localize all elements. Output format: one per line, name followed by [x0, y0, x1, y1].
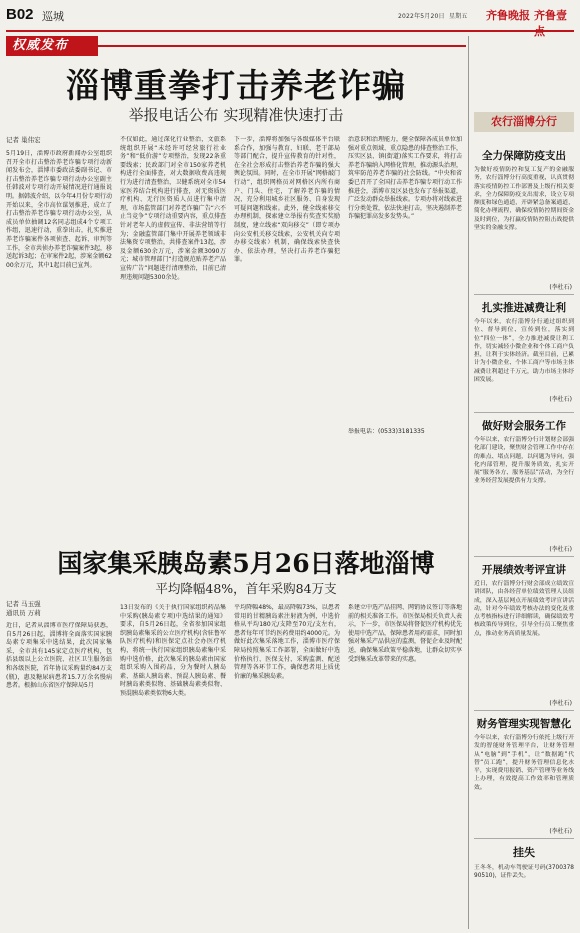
sidebar-divider — [474, 556, 574, 557]
article2-byline-correspondent: 通讯员 万莉 — [6, 609, 41, 617]
sidebar-item-author: (李杜石) — [549, 700, 572, 707]
lost-notice-title: 挂失 — [513, 846, 535, 859]
sidebar-item-text: 今年以来，农行淄博分行通过组织到位、督导到位、宣传到位，落实到位“四位一体”，全力推进减费让利工作，切实减轻小微企业和个体工商户负担，让利于实体经济。截至目前，已累计为小微企业、个体工商户等市场主体减费让利超过千万元，助力市场主体纾困发展。 — [474, 319, 574, 384]
article2-byline-reporter: 记者 马玉强 — [6, 600, 41, 608]
sidebar — [474, 36, 574, 929]
article2-col3: 平均降幅48%，最高降幅73%，以患者常用的甘精胰岛素注射液为例，中选价格从平均180元/支降至70元/支左右，患者每年可节约医药费用约4000元。为做好此次集采落地工作，淄博市医疗保障局按照集采工作部署，全面做好中选价格执行、医保支付、采购监测、配送管理等各环节工作，确保患者用上质优价廉的集采胰岛素。 — [234, 604, 340, 680]
article2-col2: 13日发布的《关于执行国家组织药品集中采购(胰岛素专项)中选结果的通知》要求，自5月26日起，全省参加国家组织胰岛素集采的公立医疗机构(含驻鲁军队医疗机构)和医保定点社会办医疗机构，将统一执行国家组织胰岛素集中采购中选价格，此次集采的胰岛素由国家组织采购入围药品，分为餐时人胰岛素、基础人胰岛素、预混人胰岛素、餐时胰岛素类似物、基础胰岛素类似物、预混胰岛素类似物6大类。 — [120, 604, 226, 697]
sidebar-item-title: 财务管理实现智慧化 — [476, 718, 572, 730]
sidebar-item-text: 近日，农行淄博分行财会部成立绩效宣讲团队，由各经营单位绩效管理人员组成，深入基层网点开展绩效考评宣讲活动，针对今年绩效考核办法的变化及重点考核指标进行详细解读，确保绩效考核政策传导到位，引导全行员工聚焦重点，推动业务高质量发展。 — [474, 581, 574, 637]
page-header — [6, 4, 574, 32]
article1-title: 淄博重拳打击养老诈骗 — [66, 66, 406, 105]
article1-col1: 5月19日，淄博市政府新闻办公室组织召开全市打击整治养老诈骗专项行动新闻发布会，淄博市委政法委副书记、市打击整治养老诈骗专项行动办公室副主任韩波对专项行动开展情况进行通报说明。据韩波介绍，以今年4月份专项行动开始以来，全市高位谋划推进，成立了打击整治养老诈骗专项行动办公室，从成员单位抽调12名同志组成4个专项工作组，迅速行动，重拳出击，扎实推进养老诈骗案件各项侦查、起诉、审判等工作，全市共侦办养老诈骗案件3起，移送起诉3起；在审案件2起，涉案金额6200余万元，其中1起目前已宣判。 — [6, 150, 112, 269]
article2-col1: 近日，记者从淄博市医疗保障局获悉，自5月26日起，淄博将全面落实国家胰岛素专项集采中选结果，此次国家集采，全市共有145家定点医疗机构，包括县级以上公立医院、社区卫生服务站和各级医院，首年协议采购量约84万支(瓶)，惠及糖尿病患者15.7万余名慢病患者。根据山东省医疗保障局5月 — [6, 622, 112, 690]
page-code: B02 — [6, 6, 34, 23]
sidebar-item-author: (李杜石) — [549, 396, 572, 403]
issue-date: 2022年5月20日 星期五 — [398, 13, 468, 20]
article1-hotline: 举报电话：(0533)3181335 — [348, 428, 425, 435]
release-badge: 权威发布 — [6, 36, 98, 56]
article1-byline: 记者 巢伟宏 — [6, 136, 41, 144]
sidebar-item-title: 扎实推进减费让利 — [482, 302, 566, 314]
sidebar-item-title: 做好财会服务工作 — [482, 420, 566, 432]
sidebar-divider — [474, 838, 574, 839]
sidebar-banner: 农行淄博分行 — [474, 112, 574, 132]
sidebar-divider — [474, 710, 574, 711]
app-logo: 齐鲁壹 — [534, 9, 567, 22]
article1-subtitle: 举报电话公布 实现精准快速打击 — [128, 106, 344, 124]
sidebar-item-author: (李杜石) — [549, 284, 572, 291]
article1-col3: 下一步，淄博将加强与各级媒体平台联系合作，加强与教育、妇联、老干部局等部门配合，提升宣传教育的针对性，在全社会形成打击整治养老诈骗的强大舆论氛围。同时，在全市开展“网格敲门行动”，组织网格员对网格区内所有商户、门头、住宅，了解养老诈骗的情况，充分利用城乡社区服务、自身发现可疑问题和线索。此外，健全线索移交办理机制，探索建立举报有奖查实奖励制度，建立线索“双向移交”（即专项办向公安机关移交线索，公安机关向专项办移交线索）机制，确保线索快查快办、依法办理，坚决打击养老诈骗犯罪。 — [234, 136, 340, 264]
paper-logo: 齐鲁晚报 — [486, 9, 530, 22]
sidebar-item-title: 开展绩效考评宣讲 — [482, 564, 566, 576]
article2-subtitle: 平均降幅48%，首年采购84万支 — [155, 581, 337, 596]
section-name: 巡城 — [42, 10, 64, 23]
sidebar-divider — [474, 412, 574, 413]
article1-col2: 不仅如此，通过深化行业整治，文旅系统组织开展“未经许可经营旅行社业务”和“低价游”专项整治，发现22条重要线索；民政部门对全市150家养老机构进行全面排查，对大数据收费高违规行为进行清查整治，卫健系统对全市54家医养结合机构进行排查，对无资质医疗机构、无行医资质人员进行集中清理，市场监管部门对养老诈骗广告“六不止当竞争”专项行动重要内容，重点排查针对老年人的虚假宣传、非法营销等行为；金融监管部门集中开展养老领域非法集资专项整治，共排查案件13起，涉及金额630余万元，涉案金额3090万元；城市管理部门“打造规范贴养老产品宣传广告”问题进行清理整治，目前已清理违规问题5300余处。 — [120, 136, 226, 281]
sidebar-item-title: 全力保障防疫支出 — [482, 150, 566, 162]
lost-notice-text: 王冬冬，机动车驾驶证号码(370037890510)，证件丢失。 — [474, 865, 574, 880]
header-rule — [6, 30, 574, 32]
sidebar-item-author: (李杜石) — [549, 546, 572, 553]
release-rule — [98, 45, 466, 47]
sidebar-divider — [474, 294, 574, 295]
sidebar-item-author: (李杜石) — [549, 828, 572, 835]
article1-col4: 治意识和治理能力，健全保障各成员单位加强对重点领域、重点隐患的排查整治工作，压实区县、镇(街道)落实工作要求，将打击养老诈骗纳入网格化管理，推动源头治理，筑牢防范养老诈骗的社会防线。“中央和省委已召开了全国打击养老诈骗专项行动工作推进会，淄博市及区县也发布了举报渠道，广泛发动群众举报线索。专项办将对线索进行分类处置，依法快速打击，坚决遏制养老诈骗犯罪高发多发势头。” — [348, 136, 462, 221]
article2-title: 国家集采胰岛素5月26日落地淄博 — [57, 549, 435, 578]
article2-col4: 系建立中选产品挂网、网销协议签订等落地前的相关准备工作。市医保局相关负责人表示，下一步，市医保局将督促医疗机构优先使用中选产品，保障患者用药需求，同时加强对集采产品供应的监测，督促企业及时配送，确保集采政策平稳落地，让群众切实享受到集采改革带来的实惠。 — [348, 604, 462, 663]
main-column — [6, 36, 466, 929]
sidebar-item-text: 为做好疫情防控和复工复产的金融服务，农行淄博分行高度重视，认真贯彻落实疫情防控工作部署及上级行相关要求，全力保障防疫支出需求，设立专项额度和绿色通道，开辟紧急备案通道，简化办理流程，确保疫情防控期间资金及时到位，为打赢疫情防控阻击战提供坚实的金融支撑。 — [474, 167, 574, 232]
sidebar-item-text: 今年以来，农行淄博分行依托上级行开发的智能财务管理平台，让财务管理从“电脑”到“手机”，让“数据跑”代替“员工跑”，提升财务管理信息化水平，实现费用报销、资产管理等业务线上办理，有效提高工作效率和管理质效。 — [474, 735, 574, 791]
sidebar-item-text: 今年以来，农行淄博分行计划财会部强化部门建设，聚焦财会管理工作中存在的难点、堵点问题，以问题为导向，强化内部管理，提升服务质效，扎实开展“服务各方、服务基层”活动，为全行业务经营发展提供有力支撑。 — [474, 437, 574, 485]
column-divider — [468, 36, 469, 929]
